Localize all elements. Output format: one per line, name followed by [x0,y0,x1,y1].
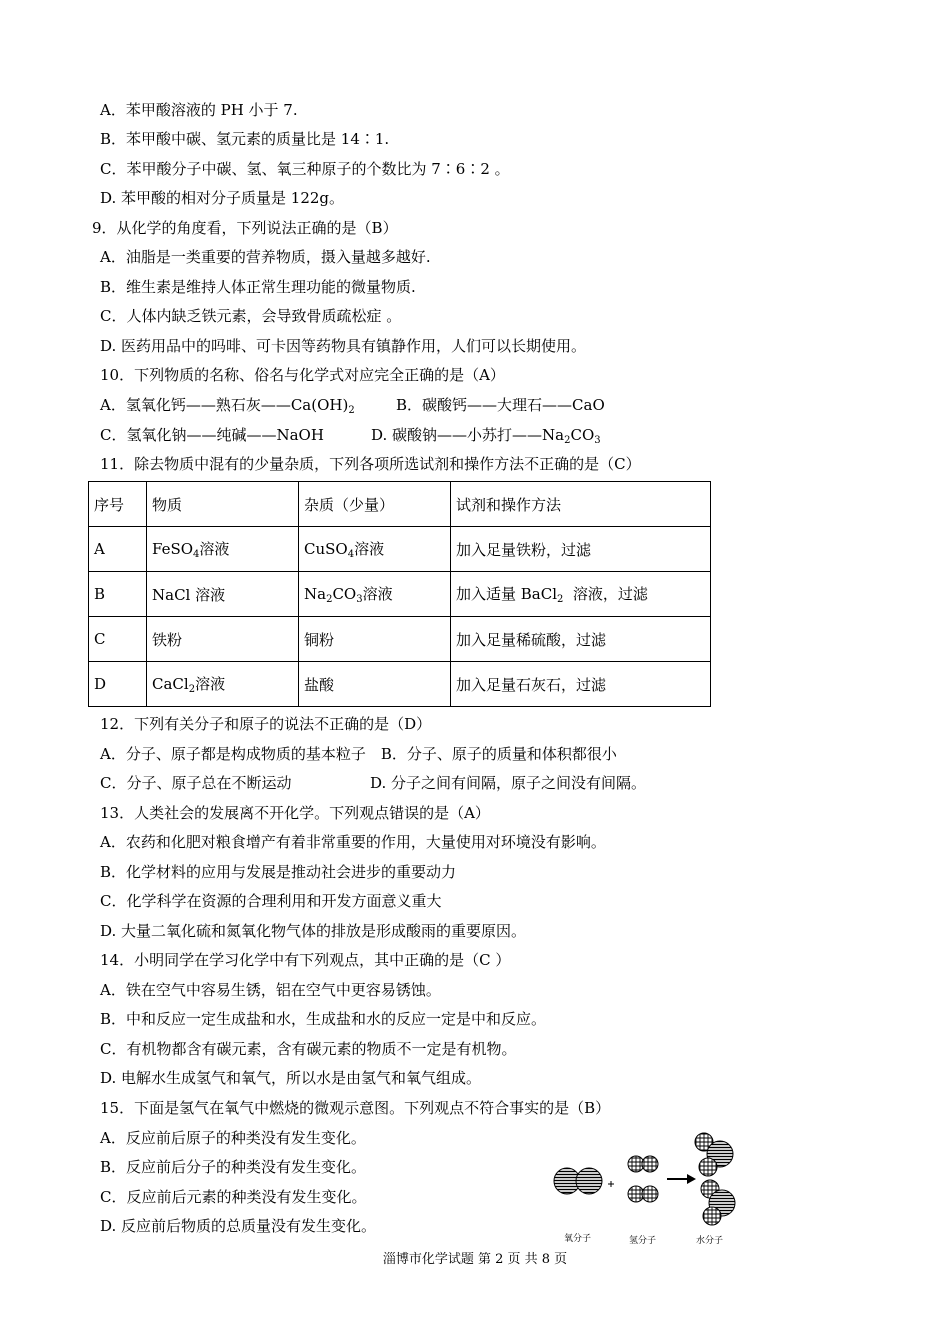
q12-option-d: D. 分子之间有间隔，原子之间没有间隔。 [370,774,647,792]
q9-option-c: C．人体内缺乏铁元素，会导致骨质疏松症 。 [100,307,402,325]
q13-option-a: A．农药和化肥对粮食增产有着非常重要的作用，大量使用对环境没有影响。 [100,833,606,851]
q12-option-c: C．分子、原子总在不断运动 [100,774,292,792]
q8-option-d: D. 苯甲酸的相对分子质量是 122g。 [100,189,345,207]
row-id: C [89,617,147,662]
q8-option-c: C．苯甲酸分子中碳、氢、氧三种原子的个数比为 7∶6∶2 。 [100,160,510,178]
row-method: 加入足量稀硫酸，过滤 [451,617,711,662]
q15-option-d: D. 反应前后物质的总质量没有发生变化。 [100,1217,377,1235]
q14-option-d: D. 电解水生成氢气和氧气，所以水是由氢气和氧气组成。 [100,1069,482,1087]
row-impurity: 盐酸 [299,662,451,707]
q12-stem: 12．下列有关分子和原子的说法不正确的是（D） [100,715,432,733]
row-method: 加入适量 BaCl$_2$ 溶液，过滤 [451,572,711,617]
row-substance: 铁粉 [147,617,299,662]
q14-option-a: A．铁在空气中容易生锈，铝在空气中更容易锈蚀。 [100,981,441,999]
row-impurity: CuSO$_4$溶液 [299,527,451,572]
header-cell: 试剂和操作方法 [451,482,711,527]
plus-icon [608,1181,614,1187]
table-row [89,662,711,707]
q8-option-b: B．苯甲酸中碳、氢元素的质量比是 14∶1. [100,130,390,148]
hydrogen-molecule-icon [628,1156,658,1172]
q14-option-c: C．有机物都含有碳元素，含有碳元素的物质不一定是有机物。 [100,1040,517,1058]
q13-option-b: B．化学材料的应用与发展是推动社会进步的重要动力 [100,863,457,881]
q10-option-d: D. 碳酸钠——小苏打$——Na_2CO_3$ [371,426,601,446]
arrow-right-icon [667,1174,696,1184]
row-method: 加入足量铁粉，过滤 [451,527,711,572]
water-molecule-icon [701,1180,735,1225]
q15-stem: 15．下面是氢气在氧气中燃烧的微观示意图。下列观点不符合事实的是（B） [100,1099,611,1117]
q11-stem: 11．除去物质中混有的少量杂质，下列各项所选试剂和操作方法不正确的是（C） [100,455,641,473]
oxygen-molecule-label: 氧分子 [564,1234,592,1244]
table-header-row [89,482,711,527]
header-cell: 物质 [147,482,299,527]
q10-option-b: B．碳酸钙——大理石——CaO [396,396,605,414]
q15-option-c: C．反应前后元素的种类没有发生变化。 [100,1188,367,1206]
table-row [89,617,711,662]
q10-stem: 10．下列物质的名称、俗名与化学式对应完全正确的是（A） [100,366,505,384]
row-substance: FeSO$_4$溶液 [147,527,299,572]
q15-option-b: B．反应前后分子的种类没有发生变化。 [100,1158,367,1176]
hydrogen-molecule-label: 氢分子 [629,1236,657,1246]
row-method: 加入足量石灰石，过滤 [451,662,711,707]
row-id: D [89,662,147,707]
table-row [89,572,711,617]
row-id: A [89,527,147,572]
header-cell: 杂质（少量） [299,482,451,527]
row-impurity: 铜粉 [299,617,451,662]
q13-option-c: C．化学科学在资源的合理利用和开发方面意义重大 [100,892,442,910]
q12-option-ab: A．分子、原子都是构成物质的基本粒子 B．分子、原子的质量和体积都很小 [100,745,617,763]
row-substance: CaCl$_2$溶液 [147,662,299,707]
q10-option-c: C．氢氧化钠——纯碱——NaOH [100,426,324,444]
hydrogen-molecule-icon [628,1186,658,1202]
q15-option-a: A．反应前后原子的种类没有发生变化。 [100,1129,366,1147]
row-id: B [89,572,147,617]
reaction-diagram [550,1128,750,1258]
q13-option-d: D. 大量二氧化硫和氮氧化物气体的排放是形成酸雨的重要原因。 [100,922,527,940]
header-cell: 序号 [89,482,147,527]
q14-option-b: B．中和反应一定生成盐和水，生成盐和水的反应一定是中和反应。 [100,1010,547,1028]
q9-stem: 9．从化学的角度看，下列说法正确的是（B） [92,219,398,237]
row-substance: NaCl 溶液 [147,572,299,617]
row-impurity: $Na_2CO_3$溶液 [299,572,451,617]
q9-option-a: A．油脂是一类重要的营养物质，摄入量越多越好. [100,248,431,266]
water-molecule-label: 水分子 [696,1236,724,1246]
q9-option-b: B．维生素是维持人体正常生理功能的微量物质. [100,278,416,296]
q11-table [88,481,711,707]
water-molecule-icon [695,1133,733,1176]
q10-option-a: A．氢氧化钙——熟石灰$——Ca(OH)_2$ [100,396,355,416]
page-footer: 淄博市化学试题 第 2 页 共 8 页 [382,1252,568,1267]
oxygen-molecule-icon [554,1168,602,1194]
q8-option-a: A．苯甲酸溶液的 PH 小于 7. [100,101,298,119]
q13-stem: 13．人类社会的发展离不开化学。下列观点错误的是（A） [100,804,490,822]
q14-stem: 14．小明同学在学习化学中有下列观点，其中正确的是（C ） [100,951,511,969]
table-row [89,527,711,572]
q9-option-d: D. 医药用品中的吗啡、可卡因等药物具有镇静作用，人们可以长期使用。 [100,337,587,355]
